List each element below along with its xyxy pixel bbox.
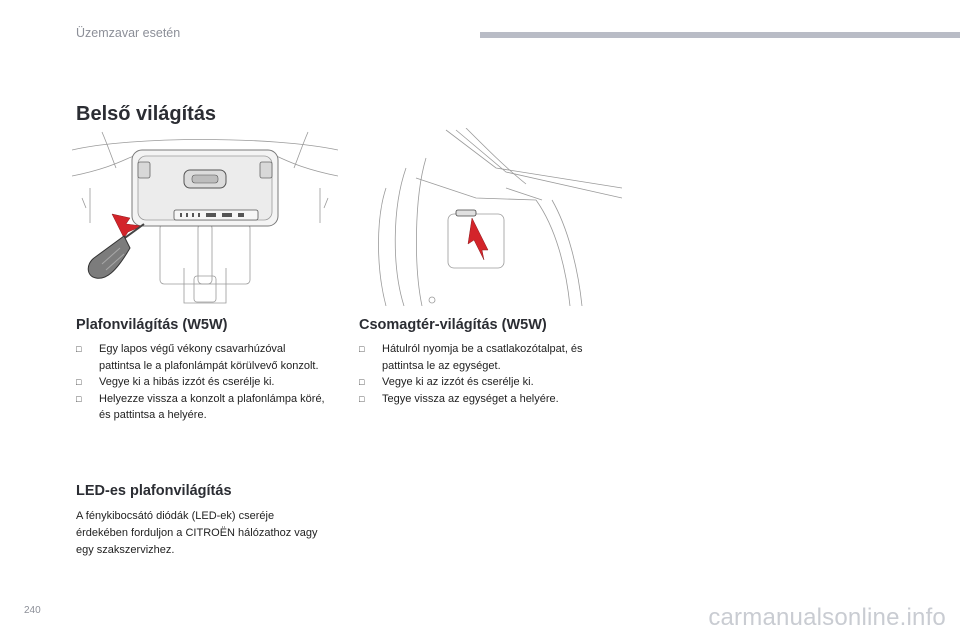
page-number: 240 xyxy=(24,605,41,616)
square-bullet-icon: □ xyxy=(76,393,82,404)
square-bullet-icon: □ xyxy=(359,344,365,354)
ceiling-lamp-illustration xyxy=(72,128,338,306)
led-section-text: A fénykibocsátó diódák (LED-ek) cseréje érdekében forduljon a CITROËN hálózathoz vagy egy szakszervizhez. xyxy=(76,510,318,556)
list-item xyxy=(359,374,621,391)
list-item xyxy=(76,341,328,374)
square-bullet-icon: □ xyxy=(359,377,365,387)
step-text: Hátulról nyomja be a csatlakozótalpat, és pattintsa le az egységet. xyxy=(382,343,583,372)
ceiling-section-title: Plafonvilágítás (W5W) xyxy=(76,317,228,333)
step-text: Vegye ki a hibás izzót és cserélje ki. xyxy=(99,376,275,388)
list-item xyxy=(359,391,621,408)
list-item xyxy=(359,341,621,374)
square-bullet-icon: □ xyxy=(76,377,82,387)
list-item xyxy=(76,391,328,424)
list-item xyxy=(76,374,328,391)
trunk-lamp-illustration xyxy=(356,128,622,306)
trunk-section-title: Csomagtér-világítás (W5W) xyxy=(359,317,547,333)
trunk-steps-list xyxy=(359,341,621,407)
step-text: Egy lapos végű vékony csavarhúzóval pattintsa le a plafonlámpát körülvevő konzolt. xyxy=(99,343,319,372)
square-bullet-icon: □ xyxy=(76,344,82,354)
page-title: Belső világítás xyxy=(76,103,217,125)
ceiling-steps-list xyxy=(76,341,328,424)
square-bullet-icon: □ xyxy=(359,393,365,404)
step-text: Vegye ki az izzót és cserélje ki. xyxy=(382,376,534,388)
step-text: Helyezze vissza a konzolt a plafonlámpa köré, és pattintsa a helyére. xyxy=(99,392,325,421)
led-section-title: LED-es plafonvilágítás xyxy=(76,483,232,499)
section-label: Üzemzavar esetén xyxy=(76,26,181,40)
watermark-link[interactable]: carmanualsonline.info xyxy=(708,604,946,631)
header-bar xyxy=(480,32,960,38)
step-text: Tegye vissza az egységet a helyére. xyxy=(382,392,559,405)
